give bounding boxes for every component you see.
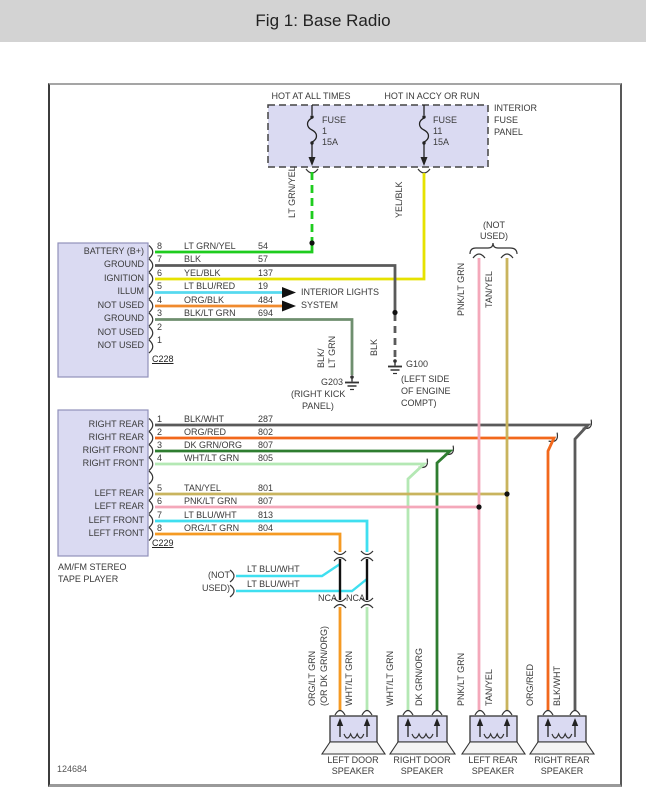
c228-function-notused2: NOT USED [97,327,144,337]
c228-pin6: 6 [157,268,163,278]
fuse-1-label: FUSE [322,115,347,125]
c229-pin8-circuit: 804 [258,523,274,533]
device-label-line2: TAPE PLAYER [58,574,119,584]
g100-location-line3: COMPT) [401,398,437,408]
c229-pin1-wire: BLK/WHT [184,414,225,424]
fuse-output-connectors [306,169,430,173]
fuse-1-number: 1 [322,126,328,136]
c228-function-battery: BATTERY (B+) [83,246,144,256]
speaker-name-right-rear-2: SPEAKER [540,766,584,776]
speaker-left-door [322,711,385,755]
c229-pin8: 8 [157,523,163,533]
c229-pin4-wire: WHT/LT GRN [184,453,240,463]
not-used-top-stubs [473,254,513,258]
c229-connector-name: C229 [152,538,174,548]
c229-function-rf3: RIGHT FRONT [82,445,144,455]
speaker-name-left-rear-1: LEFT REAR [468,755,518,765]
fuse-1-rating: 15A [322,137,339,147]
fuse-11-rating: 15A [433,137,450,147]
c229-pin-stubs [149,419,153,541]
not-used-mid-line2: USED) [201,583,230,593]
speaker-name-left-door-1: LEFT DOOR [327,755,379,765]
c229-pin5: 5 [157,483,163,493]
g203-wire-label-1: BLK/ [316,348,326,368]
spk-wire-label-pnk-lt-grn: PNK/LT GRN [456,652,466,706]
c229-pin4: 4 [157,453,163,463]
c228-pin7-circuit: 57 [258,254,269,264]
c228-pin2: 2 [157,322,163,332]
c228-function-ground: GROUND [104,259,144,269]
c229-function-lr5: LEFT REAR [94,488,144,498]
c228-connector-name: C228 [152,354,174,364]
c229-pin6: 6 [157,496,163,506]
nca-label-2: NCA [345,593,365,603]
c228-pin5-wire: LT BLU/RED [184,281,236,291]
wire-label-lt-grn-yel: LT GRN/YEL [287,166,297,218]
c228-pin7: 7 [157,254,163,264]
speaker-left-rear [462,711,525,755]
fuse-11-label: FUSE [433,115,458,125]
c229-pin3: 3 [157,440,163,450]
nca-label-1: NCA [317,593,337,603]
doc-number: 124684 [57,764,88,774]
spk-wire-label-or-dk-grn-org: (OR DK GRN/ORG) [319,626,329,706]
interior-lights-label-line2: SYSTEM [301,300,339,310]
wire-label-lt-blu-wht-1: LT BLU/WHT [247,564,300,574]
c229-function-rr1: RIGHT REAR [88,419,144,429]
g203-location-line2: PANEL) [302,401,334,411]
wire-label-tan-yel-top: TAN/YEL [484,271,494,308]
g203-label: G203 [320,377,343,387]
c229-pin7-circuit: 813 [258,510,274,520]
c228-pin6-circuit: 137 [258,268,274,278]
spk-wire-label-org-red: ORG/RED [525,663,535,706]
c228-function-ground3: GROUND [104,313,144,323]
c228-pin7-wire: BLK [184,254,202,264]
g100-label: G100 [406,359,429,369]
wire-label-yel-blk: YEL/BLK [394,181,404,218]
c229-pin6-circuit: 807 [258,496,274,506]
ground-symbol-g203 [345,375,359,389]
c229-pin7: 7 [157,510,163,520]
not-used-top-line1: (NOT [483,220,505,230]
g100-location-line2: OF ENGINE [401,386,451,396]
c228-pin5: 5 [157,281,163,291]
c229-pin5-wire: TAN/YEL [184,483,221,493]
g203-wire-label-2: LT GRN [327,335,337,368]
not-used-mid-line1: (NOT [208,570,230,580]
spk-wire-label-tan-yel: TAN/YEL [484,669,494,706]
c229-pin1-circuit: 287 [258,414,274,424]
c228-function-notused4: NOT USED [97,300,144,310]
c228-pin-stubs [149,246,153,354]
c229-pin4-circuit: 805 [258,453,274,463]
not-used-mid-stubs [230,570,234,597]
c229-pin6-wire: PNK/LT GRN [184,496,238,506]
speaker-name-left-rear-2: SPEAKER [471,766,515,776]
c229-pin2: 2 [157,427,163,437]
spk-wire-label-dk-grn-org: DK GRN/ORG [414,647,424,706]
c229-pin3-wire: DK GRN/ORG [184,440,243,450]
spk-wire-label-wht-lt-grn-1: WHT/LT GRN [344,650,354,706]
speaker-name-left-door-2: SPEAKER [331,766,375,776]
c229-function-lf8: LEFT FRONT [88,528,144,538]
wire-label-lt-blu-wht-2: LT BLU/WHT [247,579,300,589]
c228-pin5-circuit: 19 [258,281,269,291]
fuse-11-number: 11 [433,126,443,136]
fuse-panel-label-line1: INTERIOR [494,103,538,113]
not-used-top-brace [470,243,517,254]
spk-wire-label-wht-lt-grn-2: WHT/LT GRN [385,650,395,706]
fuse-panel-label-line3: PANEL [494,127,523,137]
c229-function-lf7: LEFT FRONT [88,515,144,525]
c228-pin1: 1 [157,335,163,345]
c228-pin3: 3 [157,308,163,318]
speaker-name-right-door-1: RIGHT DOOR [393,755,451,765]
c229-pin7-wire: LT BLU/WHT [184,510,237,520]
speaker-name-right-rear-1: RIGHT REAR [534,755,590,765]
c228-pin8: 8 [157,241,163,251]
c229-pin3-circuit: 807 [258,440,274,450]
interior-lights-arrows [282,287,296,312]
c228-pin8-circuit: 54 [258,241,269,251]
not-used-top-line2: USED) [479,231,508,241]
wire-org-lt-grn-pin8 [155,534,340,552]
c229-function-rr2: RIGHT REAR [88,432,144,442]
spk-wire-label-org-lt-grn: ORG/LT GRN [307,650,317,706]
speaker-name-right-door-2: SPEAKER [400,766,444,776]
c228-function-ignition: IGNITION [104,273,144,283]
hot-in-accy-label: HOT IN ACCY OR RUN [384,91,480,101]
g100-location-line1: (LEFT SIDE [401,374,450,384]
g100-wire-label: BLK [369,338,379,356]
c229-function-rf4: RIGHT FRONT [82,458,144,468]
g203-location-line1: (RIGHT KICK [291,389,346,399]
c229-pin5-circuit: 801 [258,483,274,493]
c228-pin8-wire: LT GRN/YEL [184,241,236,251]
c228-function-illum: ILLUM [117,286,144,296]
speaker-right-door [390,711,455,755]
c228-pin3-wire: BLK/LT GRN [184,308,236,318]
c229-function-lr6: LEFT REAR [94,501,144,511]
ground-symbol-g100 [388,359,402,373]
c229-pin8-wire: ORG/LT GRN [184,523,240,533]
hot-at-all-times-label: HOT AT ALL TIMES [271,91,351,101]
c228-pin4-circuit: 484 [258,295,274,305]
c228-pin6-wire: YEL/BLK [184,268,221,278]
c228-pin4: 4 [157,295,163,305]
page-title: Fig 1: Base Radio [255,11,391,30]
c229-pin2-wire: ORG/RED [184,427,227,437]
interior-lights-label-line1: INTERIOR LIGHTS [301,287,380,297]
c228-pin3-circuit: 694 [258,308,274,318]
speaker-right-rear [530,711,594,755]
c228-function-notused1: NOT USED [97,340,144,350]
wire-label-pnk-lt-grn-top: PNK/LT GRN [456,262,466,316]
c229-pin1: 1 [157,414,163,424]
c229-pin2-circuit: 802 [258,427,274,437]
c228-pin4-wire: ORG/BLK [184,295,225,305]
spk-wire-label-blk-wht: BLK/WHT [552,665,562,706]
device-label-line1: AM/FM STEREO [58,562,127,572]
wire-blk-wht [155,425,588,710]
fuse-panel-label-line2: FUSE [494,115,519,125]
